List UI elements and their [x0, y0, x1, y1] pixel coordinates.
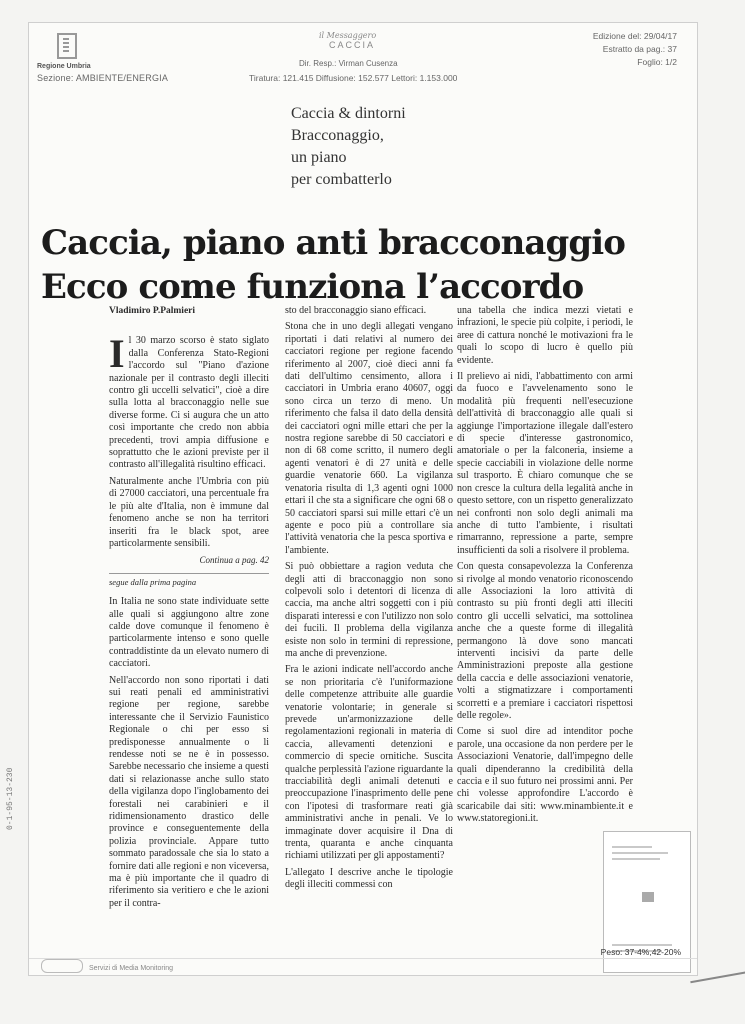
- region-name: Regione Umbria: [37, 63, 91, 70]
- weight-label: Peso: 37-4%,42-20%: [600, 947, 681, 957]
- masthead: CACCIA: [329, 40, 376, 50]
- pen-mark: [690, 971, 745, 983]
- article-paragraph: una tabella che indica mezzi vietati e infrazioni, le specie più colpite, i periodi, le aree di cattura nonché le motivazioni fra le quali lo scopo di lucro è quello più evidente.: [457, 305, 633, 366]
- newspaper-clipping: [28, 22, 698, 976]
- section-label: Sezione: AMBIENTE/ENERGIA: [37, 73, 169, 83]
- article-column-3: [457, 305, 633, 830]
- paragraph-text: l 30 marzo scorso è stato siglato dalla Conferenza Stato-Regioni l'accordo sul "Piano d'azione nazionale per il contrasto degli illeciti contro gli uccelli selvatici", cioè a dire sulla lotta al bracconaggio nelle sue diverse forme. Ci si augura che un atto così importante che credo non abbia precedenti, trovi ampia diffusione e soprattutto che le azioni previste per il contrasto all'illegalità risultino efficaci.: [109, 335, 269, 471]
- drop-cap: I: [109, 331, 125, 377]
- headline-line: Ecco come funziona l’accordo: [41, 267, 584, 307]
- circulation-line: Tiratura: 121.415 Diffusione: 152.577 Lettori: 1.153.000: [249, 73, 458, 83]
- masthead-top: il Messaggero: [319, 31, 377, 40]
- media-monitoring-logo-icon: [41, 959, 83, 973]
- clipping-header: [29, 23, 697, 97]
- continued-note: Continua a pag. 42: [199, 555, 269, 566]
- article-paragraph: Nell'accordo non sono riportati i dati sui reati penali ed amministrativi regione per regione, sarebbe interessante che il Servizio Faunistico Regionale o chi per esso si predisponesse annualmente o li rendesse noti se ne è in possesso. Sarebbe necessario che insieme a questi dati si relazionasse anche sullo stato della vigilanza dopo l'inglobamento dei forestali nei carabinieri e il ridimensionamento drastico delle province e conseguentemente della polizia provinciale. Appare tutto sommato paradossale che sia lo stato a fornire dati alle regioni e non viceversa, ma è più importante che il quadro di riferimento sia veritiero e che le azioni per il contra-: [109, 674, 269, 909]
- article-paragraph: Fra le azioni indicate nell'accordo anche se non prioritaria c'è l'uniformazione delle competenze attribuite alle guardie venatorie volontarie; in generale si prevede un'armonizzazione delle regolamentazioni regionali in materia di caccia, allevamenti detenzioni e commercio di specie ornitiche. Suscita qualche perplessità l'azione riguardante la tracciabilità degli animali detenuti e preoccupazione l'inasprimento delle pene con l'ipotesi di trasformare reati già amministrativi anche in penali. Ve lo immaginate dover acquisire il Dna di trenta, quaranta e anche cinquanta richiami utilizzati per gli appostamenti?: [285, 664, 453, 862]
- article-paragraph: [109, 331, 269, 471]
- kicker-category: Caccia & dintorni: [291, 105, 406, 122]
- side-code: 0-1-95-13-230: [6, 767, 15, 830]
- kicker-line: Bracconaggio,: [291, 127, 384, 144]
- thumb-line: [612, 944, 672, 946]
- region-logo-icon: [57, 33, 77, 59]
- headline-line: Caccia, piano anti bracconaggio: [41, 223, 626, 263]
- service-label: Servizi di Media Monitoring: [89, 965, 174, 972]
- extract-page: Estratto da pag.: 37: [602, 44, 677, 54]
- kicker: [291, 103, 591, 191]
- edition-date: Edizione del: 29/04/17: [592, 31, 677, 41]
- article-column-1: [109, 305, 269, 914]
- kicker-line: un piano: [291, 149, 347, 166]
- kicker-line: per combatterlo: [291, 171, 392, 188]
- article-paragraph: Naturalmente anche l'Umbria con più di 27000 cacciatori, una percentuale fra le più alte d'Italia, non è immune dal fenomeno anche se non ha territori inseriti fra le black spot, aree particolarmente sensibili.: [109, 475, 269, 549]
- article-paragraph: Il prelievo ai nidi, l'abbattimento con armi da fuoco e l'avvelenamento sono le modalità più frequenti nell'esecuzione dell'attività di bracconaggio alle quali si aggiunge l'importazione illegale dall'estero di specie d'interesse gastronomico, amatoriale o per la falconeria, insieme a specie cacciabili in violazione delle norme sul trasporto. È chiaro comunque che se non cresce la cultura della legalità anche in questo settore, con un rispetto generalizzato nei confronti non solo degli animali ma anche di tutto l'ambiente, i risultati rimarranno, repressione a parte, sempre insufficienti da soli a risolvere il problema.: [457, 371, 633, 556]
- article-paragraph: Stona che in uno degli allegati vengano riportati i dati relativi al numero dei cacciatori regione per regione facendo riferimento al 2007, cioè dieci anni fa dati dell'ultimo censimento, allora i cacciatori in Umbria erano 40607, oggi sono circa un terzo di meno. Un riferimento che falsa il dato della densità dei cacciatori ogni mille ettari che per la nostra regione sarebbe di 50 cacciatori e non di 68 come scritto, il numero degli agenti venatori è di 27 unità e delle guardie venatorie 660. La vigilanza venatoria risulta di 1,3 agenti ogni 1000 ettari il che sta a significare che ogni 68 o 50 cacciatori sparsi sui mille ettari c'è un agente e poco più a controllare sia l'attività venatoria che la pesca sportiva e l'ambiente.: [285, 321, 453, 556]
- edition-info: [593, 30, 677, 69]
- author-byline: Vladimiro P.Palmieri: [109, 306, 196, 316]
- headline: [41, 221, 691, 309]
- footer-bar: [29, 958, 697, 975]
- article-paragraph: Si può obbiettare a ragion veduta che degli atti di bracconaggio non sono colpevoli solo i detentori di licenza di caccia, ma anche altri soggetti con i più disparati interessi e con l'utilizzo non solo dei fucili. Il problema della vigilanza esiste non solo in termini di repressione, ma anche di prevenzione.: [285, 561, 453, 659]
- article-paragraph: Come si suol dire ad intenditor poche parole, una occasione da non perdere per le Associazioni Venatorie, dall'impegno delle quali dipenderanno la credibilità della caccia e il suo futuro nei prossimi anni. Per chi volesse approfondire L'accordo è scaricabile dai siti: www.minambiente.it e www.statoregioni.it.: [457, 726, 633, 825]
- sheet-number: Foglio: 1/2: [637, 57, 677, 67]
- thumb-logo-icon: [642, 892, 654, 902]
- continued-from-label: segue dalla prima pagina: [109, 573, 269, 588]
- article-paragraph: L'allegato I descrive anche le tipologie degli illeciti commessi con: [285, 866, 453, 891]
- article-paragraph: Con questa consapevolezza la Conferenza si rivolge al mondo venatorio riconoscendo alle Associazioni la loro attività di contrasto su più fronti degli atti illeciti contro gli uccelli selvatici, ma sottolinea anche che a queste forme di illegalità permangono là dove sono mancati interventi incisivi da parte delle Amministrazioni preposte alla gestione della caccia e delle associazioni venatorie, volti a stigmatizzare i comportamenti scorretti e a premiare i cacciatori rispettosi delle regole».: [457, 561, 633, 721]
- thumb-line: [612, 858, 660, 860]
- article-column-2: [285, 305, 453, 896]
- article-paragraph: sto del bracconaggio siano efficaci.: [285, 305, 427, 316]
- thumb-line: [612, 846, 652, 848]
- article-paragraph: In Italia ne sono state individuate sette alle quali si aggiungono altre zone calde dove comunque il fenomeno è particolarmente intenso e sono quelle contraddistinte da un elevato numero di cacciatori.: [109, 596, 269, 670]
- thumb-line: [612, 852, 668, 854]
- director-line: Dir. Resp.: Virman Cusenza: [299, 59, 398, 68]
